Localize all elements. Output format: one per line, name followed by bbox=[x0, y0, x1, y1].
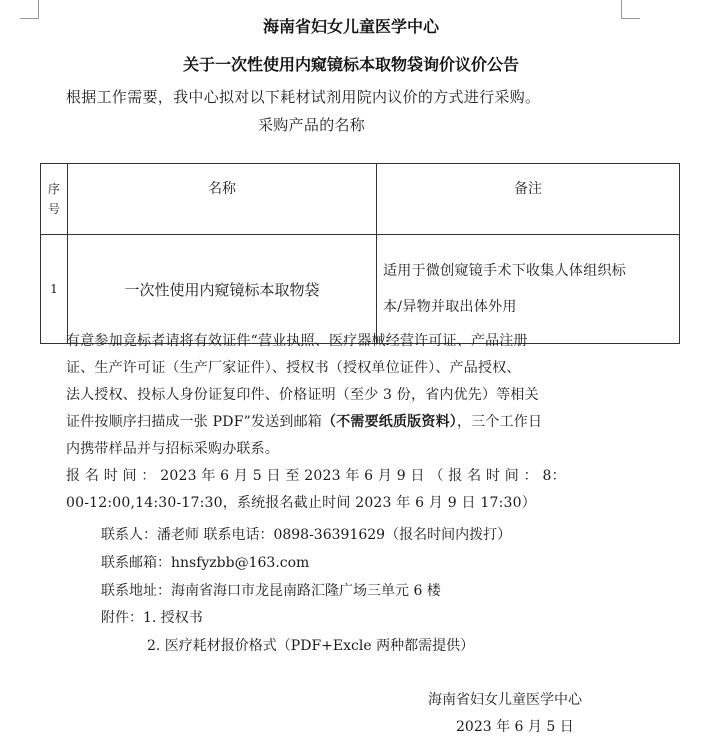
product-heading: 采购产品的名称 bbox=[258, 116, 366, 134]
row-name: 一次性使用内窥镜标本取物袋 bbox=[68, 235, 377, 344]
header-name: 名称 bbox=[68, 164, 377, 235]
table-header-row bbox=[41, 164, 680, 235]
body-line-4-end: ，三个工作日 bbox=[456, 414, 543, 430]
header-index bbox=[41, 164, 68, 235]
contact-address: 联系地址：海南省海口市龙昆南路汇隆广场三单元 6 楼 bbox=[101, 583, 441, 599]
body-line-4-start: 证件按顺序扫描成一张 PDF”发送到邮箱 bbox=[66, 414, 322, 430]
instructions-paragraph bbox=[66, 328, 566, 517]
signature-date: 2023 年 6 月 5 日 bbox=[456, 719, 574, 735]
contact-person: 联系人：潘老师 联系电话：0898-36391629（报名时间内拨打） bbox=[101, 527, 512, 543]
row-index: 1 bbox=[41, 235, 68, 344]
document-title: 海南省妇女儿童医学中心 bbox=[262, 17, 439, 36]
body-line-4 bbox=[66, 409, 566, 436]
body-line-2: 证、生产许可证（生产厂家证件）、授权书（授权单位证件）、产品授权、 bbox=[66, 360, 521, 376]
header-index-label: 序号 bbox=[47, 182, 60, 216]
registration-time-line-2: 00-12:00,14:30-17:30，系统报名截止时间 2023 年 6 月 9 日 17:30） bbox=[66, 495, 536, 511]
document-subtitle: 关于一次性使用内窥镜标本取物袋询价议价公告 bbox=[182, 55, 519, 74]
body-line-3: 法人授权、投标人身份证复印件、价格证明（至少 3 份，省内优先）等相关 bbox=[66, 387, 539, 403]
row-note-line-2: 本/异物并取出体外用 bbox=[383, 299, 517, 315]
attachment-1: 附件：1. 授权书 bbox=[101, 610, 203, 626]
product-table bbox=[40, 163, 680, 344]
header-note: 备注 bbox=[377, 164, 680, 235]
intro-paragraph: 根据工作需要，我中心拟对以下耗材试剂用院内议价的方式进行采购。 bbox=[66, 88, 541, 106]
body-line-5: 内携带样品并与招标采购办联系。 bbox=[66, 441, 279, 457]
body-line-1: 有意参加竞标者请将有效证件“营业执照、医疗器械经营许可证、产品注册 bbox=[66, 333, 528, 349]
row-note-line-1: 适用于微创窥镜手术下收集人体组织标 bbox=[383, 263, 627, 279]
body-line-4-emphasis: （不需要纸质版资料） bbox=[321, 414, 457, 430]
attachment-2: 2. 医疗耗材报价格式（PDF+Excle 两种都需提供） bbox=[147, 638, 475, 654]
contact-email: 联系邮箱：hnsfyzbb@163.com bbox=[101, 555, 310, 571]
signature-org: 海南省妇女儿童医学中心 bbox=[428, 692, 582, 708]
registration-time-line-1: 报 名 时 间 ： 2023 年 6 月 5 日 至 2023 年 6 月 9 日 （ 报 名 时 间 ： 8： bbox=[66, 468, 566, 484]
